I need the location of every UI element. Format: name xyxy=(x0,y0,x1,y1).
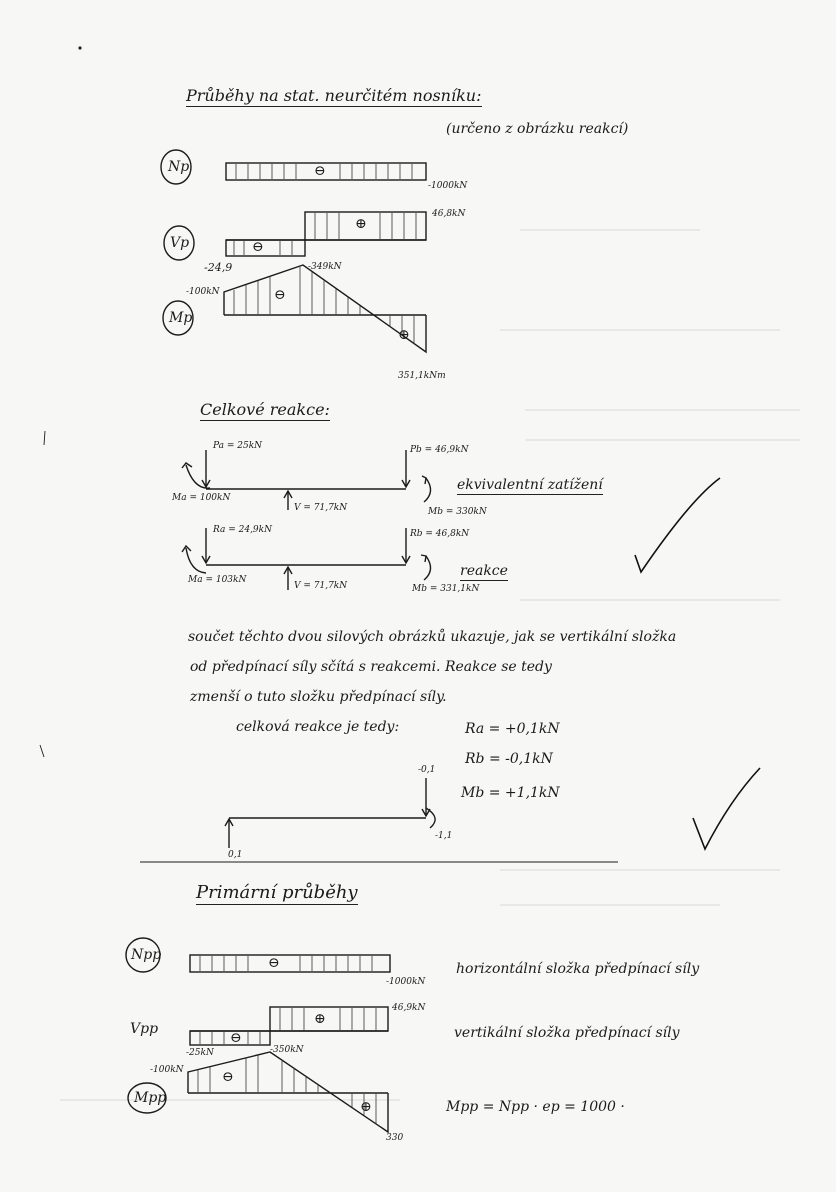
equiv-ma: Ma = 100kN xyxy=(172,493,231,503)
total-ra: Ra = +0,1kN xyxy=(465,721,560,737)
vp-left-value: -24,9 xyxy=(204,261,233,274)
np-sign: ⊖ xyxy=(314,163,326,179)
equiv-pb: Pb = 46,9kN xyxy=(410,445,469,455)
vpp-right-value: 46,9kN xyxy=(392,1003,426,1013)
total-rb: Rb = -0,1kN xyxy=(465,751,553,767)
npp-symbol: Npp xyxy=(131,947,162,963)
mpp-neg-sign: ⊖ xyxy=(222,1069,234,1085)
mp-diagram xyxy=(224,262,426,352)
vpp-mid-value: -350kN xyxy=(270,1045,304,1055)
mpp-formula: Mpp = Npp · ep = 1000 · xyxy=(446,1099,625,1115)
vpp-left-value: -25kN xyxy=(186,1048,214,1058)
page-subtitle: (určeno z obrázku reakcí) xyxy=(446,121,629,137)
vp-right-value: 46,8kN xyxy=(432,209,466,219)
small-diagram-left: 0,1 xyxy=(228,850,243,860)
np-value: -1000kN xyxy=(428,181,468,191)
reac-mb: Mb = 331,1kN xyxy=(412,584,480,594)
explanation-line-1: součet těchto dvou silových obrázků ukazuje, jak se vertikální složka xyxy=(188,629,677,645)
npp-sign: ⊖ xyxy=(268,955,280,971)
vpp-neg-sign: ⊖ xyxy=(230,1030,242,1046)
explanation-line-3: zmenší o tuto složku předpínací síly. xyxy=(190,689,447,705)
npp-diagram xyxy=(190,955,390,972)
check-mark-2 xyxy=(693,768,760,849)
small-diagram-right-bottom: -1,1 xyxy=(435,831,453,841)
npp-description: horizontální složka předpínací síly xyxy=(456,961,700,977)
margin-mark-1 xyxy=(44,431,45,445)
vp-symbol: Vp xyxy=(170,235,190,251)
equiv-pa: Pa = 25kN xyxy=(213,441,263,451)
total-reaction-intro: celková reakce je tedy: xyxy=(236,719,400,735)
mpp-diagram xyxy=(188,1052,388,1132)
vp-pos-sign: ⊕ xyxy=(355,216,367,232)
mp-pos-sign: ⊕ xyxy=(398,327,410,343)
np-symbol: Np xyxy=(168,159,190,175)
np-diagram xyxy=(226,163,426,180)
reac-rb: Rb = 46,8kN xyxy=(410,529,470,539)
primarni-heading: Primární průběhy xyxy=(196,882,358,903)
explanation-line-2: od předpínací síly sčítá s reakcemi. Reakce se tedy xyxy=(190,659,552,675)
total-mb: Mb = +1,1kN xyxy=(461,785,560,801)
reac-ma: Ma = 103kN xyxy=(188,575,247,585)
margin-mark-2 xyxy=(40,745,44,757)
vpp-diagram xyxy=(190,1007,388,1045)
page-title: Průběhy na stat. neurčitém nosníku: xyxy=(186,86,482,105)
equiv-v: V = 71,7kN xyxy=(294,503,348,513)
vpp-pos-sign: ⊕ xyxy=(314,1011,326,1027)
mpp-symbol: Mpp xyxy=(134,1090,167,1106)
small-diagram-right-top: -0,1 xyxy=(418,765,436,775)
mp-neg-sign: ⊖ xyxy=(274,287,286,303)
mpp-pos-sign: ⊕ xyxy=(360,1099,372,1115)
reac-ra: Ra = 24,9kN xyxy=(213,525,272,535)
npp-value: -1000kN xyxy=(386,977,426,987)
celkove-heading: Celkové reakce: xyxy=(200,400,330,419)
vp-neg-sign: ⊖ xyxy=(252,239,264,255)
mpp-end-value: 330 xyxy=(386,1133,404,1143)
vpp-symbol: Vpp xyxy=(130,1021,159,1037)
total-reaction-diagram xyxy=(225,778,435,848)
margin-dot xyxy=(78,46,81,49)
reac-v: V = 71,7kN xyxy=(294,581,348,591)
check-mark-1 xyxy=(635,478,720,572)
mp-symbol: Mp xyxy=(169,310,193,326)
vp-mid-value: -349kN xyxy=(308,262,342,272)
mp-left-value: -100kN xyxy=(186,287,220,297)
mp-end-value: 351,1kNm xyxy=(398,371,446,381)
equiv-label: ekvivalentní zatížení xyxy=(457,477,603,493)
mpp-left-value: -100kN xyxy=(150,1065,184,1075)
equiv-mb: Mb = 330kN xyxy=(428,507,487,517)
vpp-description: vertikální složka předpínací síly xyxy=(454,1025,680,1041)
reac-label: reakce xyxy=(460,563,508,579)
